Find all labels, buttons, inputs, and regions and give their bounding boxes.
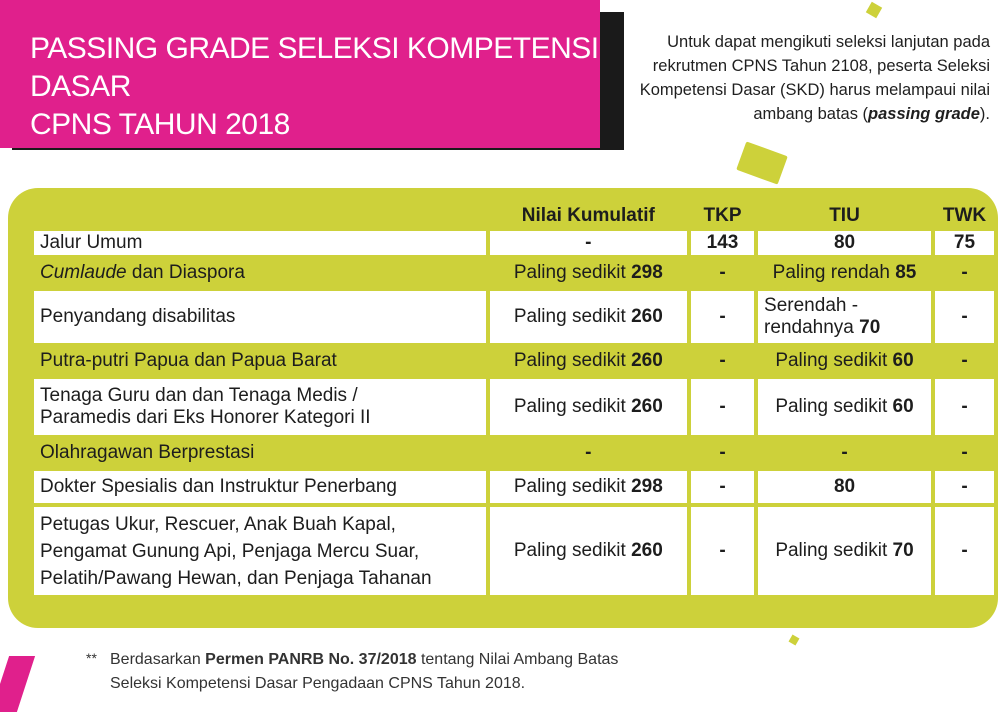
confetti-decoration — [736, 141, 788, 184]
intro-line-4-suffix: ). — [979, 105, 990, 123]
table-row — [34, 259, 994, 287]
row-nilai-kumulatif: - — [490, 231, 687, 255]
confetti-decoration — [789, 635, 800, 646]
intro-line-4-prefix: ambang batas ( — [753, 105, 869, 123]
row-tkp: - — [719, 350, 726, 371]
row-nilai-kumulatif: Paling sedikit 260 — [490, 507, 687, 595]
confetti-decoration — [866, 2, 882, 18]
row-tiu: 80 — [758, 471, 931, 503]
footnote-suffix: tentang Nilai Ambang Batas — [416, 651, 619, 668]
footnote — [86, 648, 790, 696]
row-twk: - — [935, 507, 994, 595]
row-tkp: - — [691, 507, 754, 595]
row-twk: - — [961, 442, 968, 463]
footnote-line-2: Seleksi Kompetensi Dasar Pengadaan CPNS Tahun 2018. — [110, 675, 526, 692]
row-tiu: - — [841, 442, 848, 463]
page-title-line-1: PASSING GRADE SELEKSI KOMPETENSI DASAR — [30, 32, 599, 103]
table-row — [34, 347, 994, 375]
passing-grade-table — [30, 197, 998, 599]
table-row — [34, 291, 994, 343]
header-twk: TWK — [942, 205, 987, 226]
row-twk: - — [935, 291, 994, 343]
intro-text — [618, 30, 990, 126]
footnote-marker: ** — [86, 650, 97, 666]
intro-passing-grade-term: passing grade — [868, 105, 980, 123]
row-nilai-kumulatif: Paling sedikit 260 — [490, 379, 687, 435]
page-title-line-2: CPNS TAHUN 2018 — [30, 108, 290, 141]
row-nilai-kumulatif: Paling sedikit 298 — [513, 262, 663, 283]
intro-line-2: rekrutmen CPNS Tahun 2108, peserta Seleksi — [652, 57, 990, 75]
row-tiu: Paling sedikit 60 — [758, 379, 931, 435]
row-tkp: - — [691, 379, 754, 435]
row-twk: - — [935, 471, 994, 503]
row-tkp: - — [691, 291, 754, 343]
header-tiu: TIU — [829, 205, 860, 226]
row-twk: - — [961, 262, 968, 283]
row-nilai-kumulatif: Paling sedikit 260 — [513, 350, 663, 371]
table-row — [34, 471, 994, 503]
row-category: Tenaga Guru dan dan Tenaga Medis / Paramedis dari Eks Honorer Kategori II — [34, 379, 486, 435]
page-title — [30, 30, 610, 140]
row-tiu: Serendah - rendahnya 70 — [758, 291, 931, 343]
row-category: Cumlaude dan Diaspora — [40, 262, 245, 283]
row-twk: - — [935, 379, 994, 435]
row-category: Dokter Spesialis dan Instruktur Penerbang — [34, 471, 486, 503]
row-tiu: 80 — [758, 231, 931, 255]
row-twk: - — [961, 350, 968, 371]
header-tkp: TKP — [703, 205, 742, 226]
row-category: Penyandang disabilitas — [34, 291, 486, 343]
row-tkp: 143 — [691, 231, 754, 255]
row-twk: 75 — [935, 231, 994, 255]
intro-line-3: Kompetensi Dasar (SKD) harus melampaui nilai — [639, 81, 990, 99]
header-nilai-kumulatif: Nilai Kumulatif — [521, 205, 655, 226]
row-category: Putra-putri Papua dan Papua Barat — [40, 350, 337, 371]
row-tkp: - — [691, 471, 754, 503]
table-row — [34, 507, 994, 595]
row-nilai-kumulatif: Paling sedikit 260 — [490, 291, 687, 343]
row-category: Olahragawan Berprestasi — [40, 442, 255, 463]
row-category: Petugas Ukur, Rescuer, Anak Buah Kapal, Pengamat Gunung Api, Penjaga Mercu Suar, Pelatih/Pawang Hewan, dan Penjaga Tahanan — [34, 507, 486, 595]
footnote-regulation: Permen PANRB No. 37/2018 — [205, 651, 417, 668]
intro-line-1: Untuk dapat mengikuti seleksi lanjutan pada — [667, 33, 990, 51]
header-category — [34, 201, 486, 227]
confetti-decoration — [0, 656, 35, 712]
footnote-prefix: Berdasarkan — [110, 651, 206, 668]
row-tiu: Paling sedikit 60 — [775, 350, 914, 371]
row-category: Jalur Umum — [34, 231, 486, 255]
row-nilai-kumulatif: - — [585, 442, 592, 463]
row-tkp: - — [719, 262, 726, 283]
row-tiu: Paling rendah 85 — [772, 262, 917, 283]
table-row — [34, 439, 994, 467]
table-row — [34, 231, 994, 255]
row-nilai-kumulatif: Paling sedikit 298 — [490, 471, 687, 503]
row-tkp: - — [719, 442, 726, 463]
table-header-row — [34, 201, 994, 227]
table-row — [34, 379, 994, 435]
row-tiu: Paling sedikit 70 — [758, 507, 931, 595]
passing-grade-table-panel — [8, 188, 998, 628]
